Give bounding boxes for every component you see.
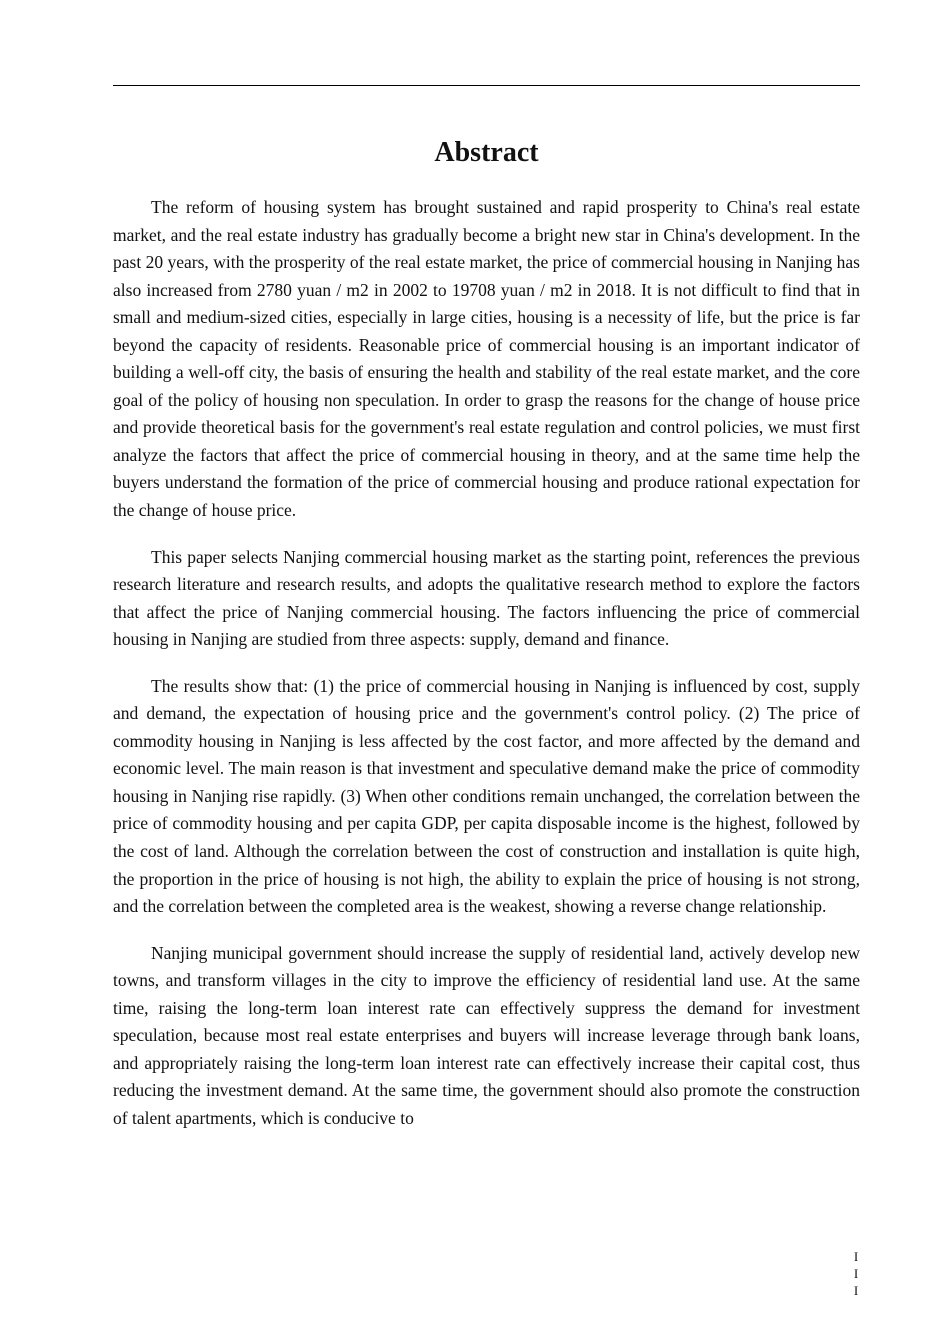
abstract-paragraph-1: The reform of housing system has brought sustained and rapid prosperity to China's real estate market, and the real estate industry has gradually become a bright new star in China's development. In the past 20 years, with the prosperity of the real estate market, the price of commercial housing in Nanjing has also increased from 2780 yuan / m2 in 2002 to 19708 yuan / m2 in 2018. It is not difficult to find that in small and medium-sized cities, especially in large cities, housing is a necessity of life, but the price is far beyond the capacity of residents. Reasonable price of commercial housing is an important indicator of building a well-off city, the basis of ensuring the health and stability of the real estate market, and the core goal of the policy of housing non speculation. In order to grasp the reasons for the change of house price and provide theoretical basis for the government's real estate regulation and control policies, we must first analyze the factors that affect the price of commercial housing in theory, and at the same time help the buyers understand the formation of the price of commercial housing and produce rational expectation for the change of house price. <box>113 197 860 521</box>
header-rule <box>113 85 860 86</box>
page-number-char: I <box>853 1283 859 1298</box>
abstract-body <box>113 194 860 1152</box>
page-number-char: I <box>853 1249 859 1264</box>
page-number-char: I <box>853 1266 859 1281</box>
abstract-paragraph-4: Nanjing municipal government should increase the supply of residential land, actively develop new towns, and transform villages in the city to improve the efficiency of residential land use. At the same time, raising the long-term loan interest rate can effectively suppress the demand for investment speculation, because most real estate enterprises and buyers will increase leverage through bank loans, and appropriately raising the long-term loan interest rate can effectively increase their capital cost, thus reducing the investment demand. At the same time, the government should also promote the construction of talent apartments, which is conducive to <box>113 942 860 1128</box>
abstract-paragraph-3: The results show that: (1) the price of commercial housing in Nanjing is influenced by cost, supply and demand, the expectation of housing price and the government's control policy. (2) The price of commodity housing in Nanjing is less affected by the cost factor, and more affected by the demand and economic level. The main reason is that investment and speculative demand make the price of commodity housing in Nanjing rise rapidly. (3) When other conditions remain unchanged, the correlation between the price of commodity housing and per capita GDP, per capita disposable income is the highest, followed by the cost of land. Although the correlation between the cost of construction and installation is quite high, the proportion in the price of housing is not high, the ability to explain the price of housing is not strong, and the correlation between the completed area is the weakest, showing a reverse change relationship. <box>113 675 860 917</box>
abstract-paragraph-2: This paper selects Nanjing commercial housing market as the starting point, references the previous research literature and research results, and adopts the qualitative research method to explore the factors that affect the price of Nanjing commercial housing. The factors influencing the price of commercial housing in Nanjing are studied from three aspects: supply, demand and finance. <box>113 546 860 650</box>
page-title: Abstract <box>434 137 539 168</box>
page-number <box>848 1248 864 1299</box>
